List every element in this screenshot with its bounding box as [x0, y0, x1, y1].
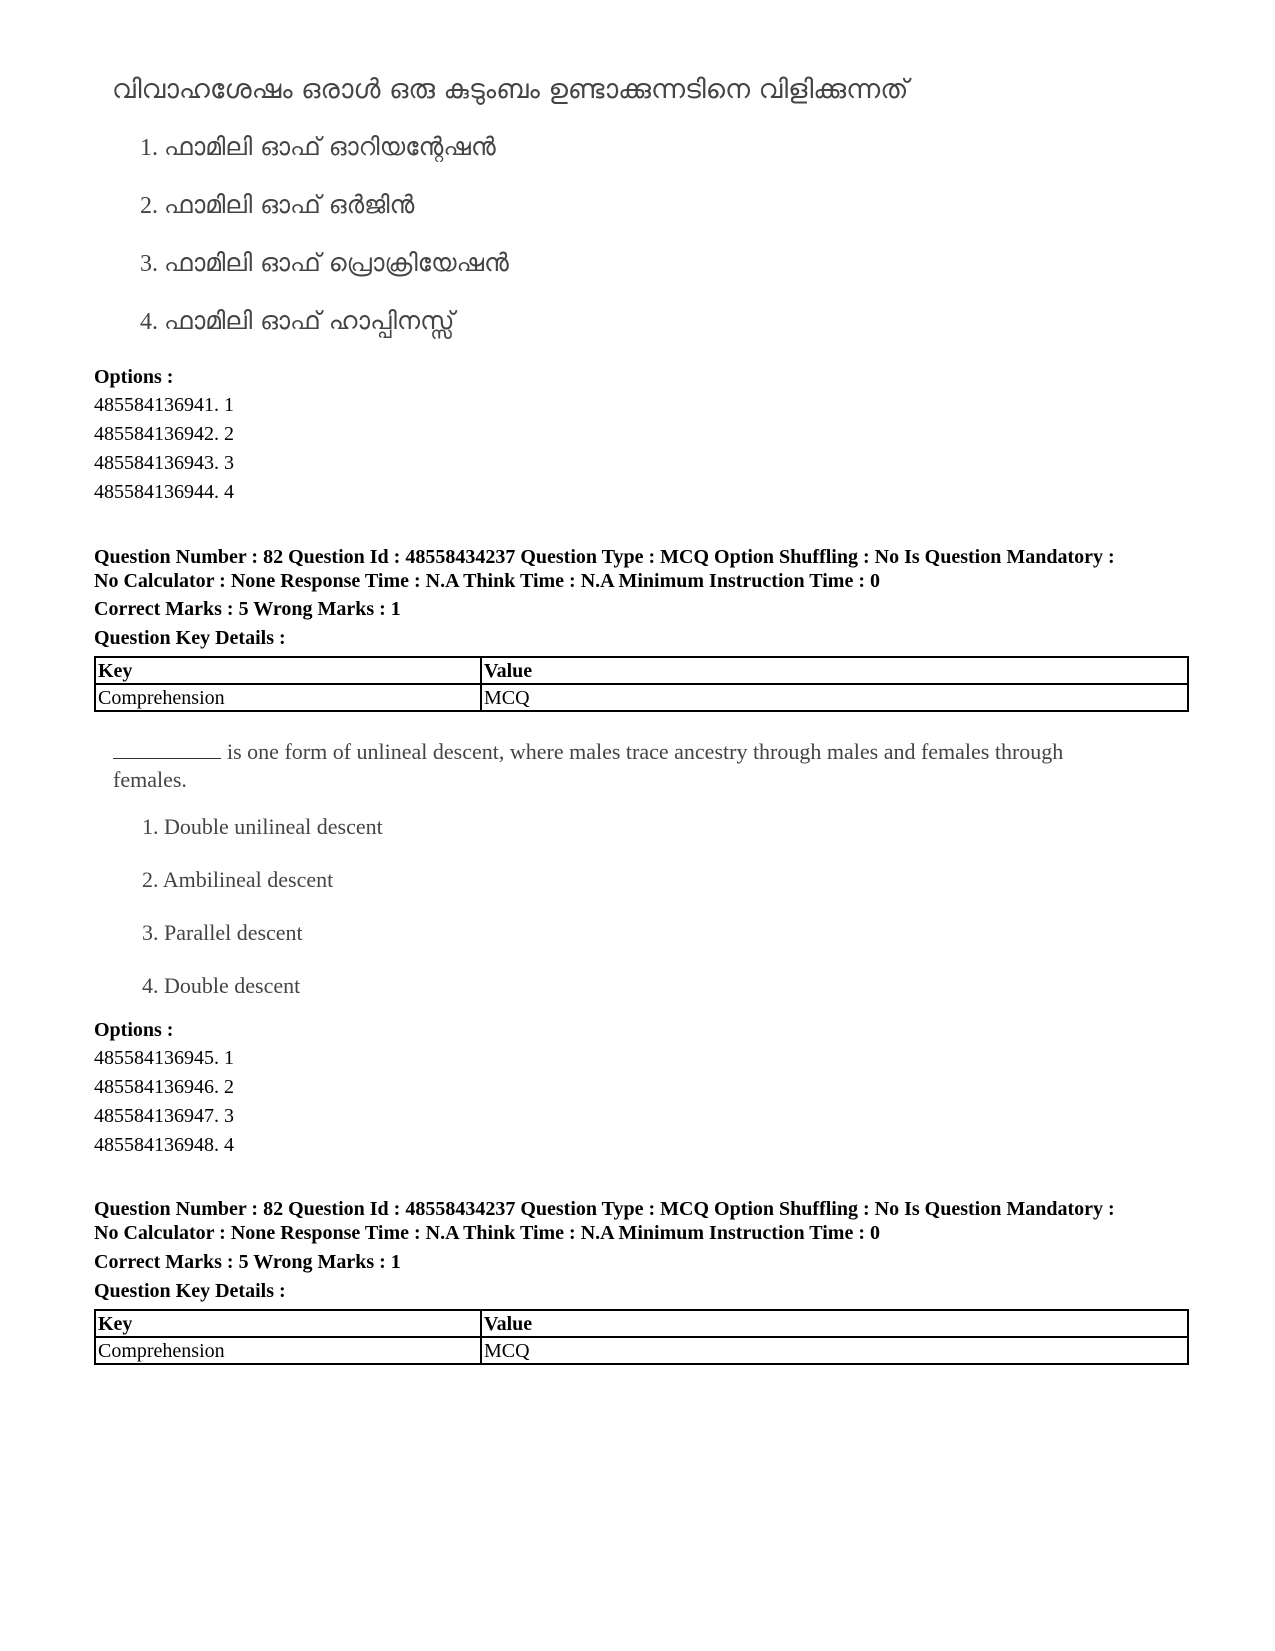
choice-text: Parallel descent	[164, 920, 303, 945]
table-cell: Comprehension	[95, 1337, 481, 1364]
stem-line	[113, 738, 1143, 766]
table-header-cell: Value	[481, 1310, 1188, 1337]
key-details-table	[94, 656, 1189, 712]
table-row	[95, 1337, 1188, 1364]
key-details-label: Question Key Details :	[94, 1280, 286, 1302]
question-choice	[142, 973, 300, 999]
metadata-line: Question Number : 82 Question Id : 48558434237 Question Type : MCQ Option Shuffling : No Is Question Mandatory :	[94, 546, 1115, 568]
option-id-line: 485584136946. 2	[94, 1076, 234, 1098]
choice-number: 3.	[142, 920, 159, 945]
table-header-cell: Key	[95, 1310, 481, 1337]
choice-text: ഫാമിലി ഓഫ് പ്രൊക്രിയേഷൻ	[164, 248, 509, 277]
choice-text: Double descent	[164, 973, 301, 998]
metadata-line: No Calculator : None Response Time : N.A Think Time : N.A Minimum Instruction Time : 0	[94, 570, 880, 592]
table-header-row	[95, 657, 1188, 684]
question-choice	[142, 867, 333, 893]
options-label: Options :	[94, 366, 174, 388]
marks-line: Correct Marks : 5 Wrong Marks : 1	[94, 1251, 401, 1273]
question-metadata	[94, 1197, 1214, 1245]
table-cell: MCQ	[481, 1337, 1188, 1364]
key-details-label: Question Key Details :	[94, 627, 286, 649]
choice-number: 1.	[140, 135, 158, 161]
choice-text: Double unilineal descent	[164, 814, 383, 839]
question-choice	[140, 132, 496, 162]
choice-text: Ambilineal descent	[162, 867, 334, 892]
choice-text: ഫാമിലി ഓഫ് ഒർജിൻ	[164, 190, 415, 219]
option-id-line: 485584136947. 3	[94, 1105, 234, 1127]
question-choice	[142, 814, 383, 840]
metadata-line: Question Number : 82 Question Id : 48558434237 Question Type : MCQ Option Shuffling : No Is Question Mandatory :	[94, 1198, 1115, 1220]
choice-number: 3.	[140, 251, 158, 277]
option-id-line: 485584136948. 4	[94, 1134, 234, 1156]
question-choice	[140, 306, 454, 336]
option-id-line: 485584136944. 4	[94, 481, 234, 503]
fill-in-blank	[113, 740, 221, 759]
option-id-line: 485584136942. 2	[94, 423, 234, 445]
stem-line: females.	[113, 767, 187, 792]
option-id-line: 485584136941. 1	[94, 394, 234, 416]
table-header-cell: Key	[95, 657, 481, 684]
question-stem-english	[113, 738, 1143, 794]
choice-number: 4.	[142, 973, 159, 998]
table-header-row	[95, 1310, 1188, 1337]
choice-number: 1.	[142, 814, 159, 839]
question-choice	[140, 190, 414, 220]
table-cell: Comprehension	[95, 684, 481, 711]
choice-number: 4.	[140, 309, 158, 335]
table-row	[95, 684, 1188, 711]
key-details-table	[94, 1309, 1189, 1365]
choice-number: 2.	[140, 193, 158, 219]
metadata-line: No Calculator : None Response Time : N.A Think Time : N.A Minimum Instruction Time : 0	[94, 1222, 880, 1244]
option-id-line: 485584136945. 1	[94, 1047, 234, 1069]
question-choice	[140, 248, 509, 278]
table-header-cell: Value	[481, 657, 1188, 684]
option-id-line: 485584136943. 3	[94, 452, 234, 474]
choice-text: ഫാമിലി ഓഫ് ഓറിയന്റേഷൻ	[164, 132, 496, 161]
question-choice	[142, 920, 303, 946]
options-label: Options :	[94, 1019, 174, 1041]
stem-text: is one form of unlineal descent, where males trace ancestry through males and females through	[227, 739, 1064, 764]
choice-number: 2.	[142, 867, 159, 892]
question-stem-malayalam: വിവാഹശേഷം ഒരാൾ ഒരു കുടുംബം ഉണ്ടാക്കുന്നടിനെ വിളിക്കുന്നത്	[112, 74, 909, 105]
table-cell: MCQ	[481, 684, 1188, 711]
marks-line: Correct Marks : 5 Wrong Marks : 1	[94, 598, 401, 620]
choice-text: ഫാമിലി ഓഫ് ഹാപ്പിനസ്സ്	[164, 306, 455, 335]
question-metadata	[94, 545, 1214, 593]
